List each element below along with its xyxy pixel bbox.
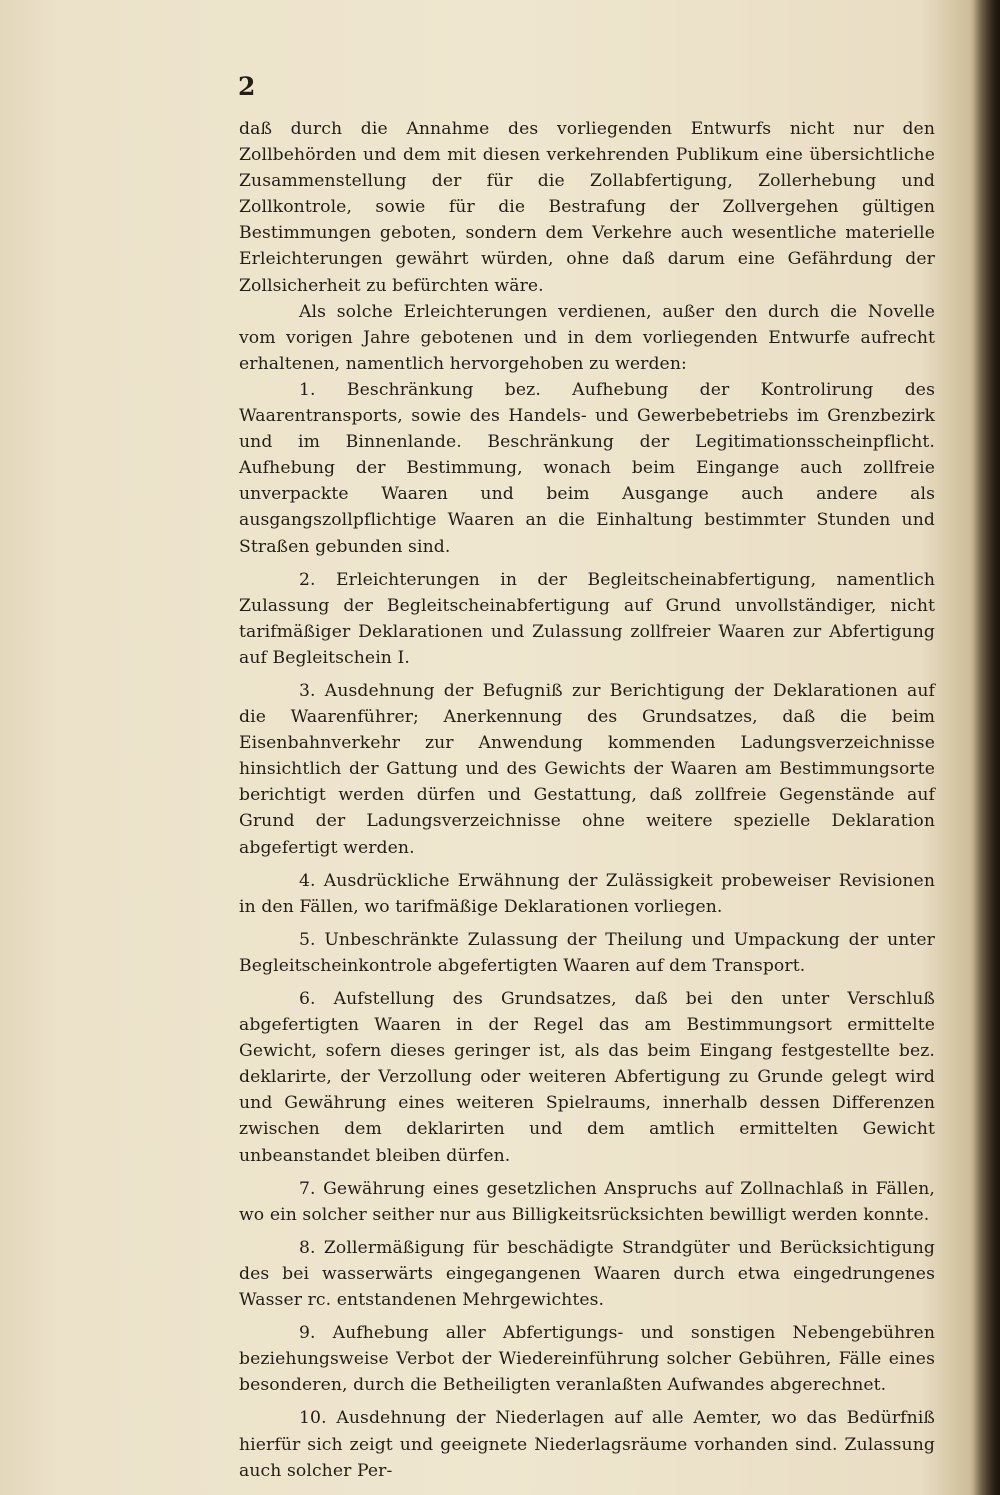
list-item: 6. Aufstellung des Grundsatzes, daß bei den unter Verschluß abgefertigten Waaren in der Regel das am Bestimmungsort ermittelte Gewicht, sofern dieses geringer ist, als das beim Eingang festgestellte bez. deklarirte, der Verzollung oder weiteren Abfertigung zu Grunde gelegt wird und Gewährung eines weiteren Spielraums, innerhalb dessen Differenzen zwischen dem deklarirten und dem amtlich ermittelten Gewicht unbeanstandet bleiben dürfen. — [239, 989, 935, 1166]
list-item: 3. Ausdehnung der Befugniß zur Berichtigung der Deklarationen auf die Waarenführer; Anerkennung des Grundsatzes, daß die beim Eisenbahnverkehr zur Anwendung kommenden Ladungsverzeichnisse hinsichtlich der Gattung und des Gewichts der Waaren am Bestimmungsorte berichtigt werden dürfen und Gestattung, daß zollfreie Gegenstände auf Grund der Ladungsverzeichnisse ohne weitere spezielle Deklaration abgefertigt werden. — [239, 680, 935, 858]
list-item: 1. Beschränkung bez. Aufhebung der Kontrolirung des Waarentransports, sowie des Handels- und Gewerbebetriebs im Grenzbezirk und im Binnenlande. Beschränkung der Legitimationsscheinpflicht. Aufhebung der Bestimmung, wonach beim Eingange auch zollfreie unverpackte Waaren und beim Ausgange auch andere als ausgangszollpflichtige Waaren an die Einhaltung bestimmter Stunden und Straßen gebunden sind. — [239, 379, 935, 557]
binding-edge-shadow — [974, 0, 1000, 1495]
list-item: 9. Aufhebung aller Abfertigungs- und sonstigen Nebengebühren beziehungsweise Verbot der Wiedereinführung solcher Gebühren, Fälle eines besonderen, durch die Betheiligten veranlaßten Aufwandes abgerechnet. — [239, 1323, 935, 1396]
list-item: 5. Unbeschränkte Zulassung der Theilung und Umpackung der unter Begleitscheinkontrole abgefertigten Waaren auf dem Transport. — [239, 929, 935, 976]
body-text — [239, 116, 935, 1484]
intro-paragraph: daß durch die Annahme des vorliegenden Entwurfs nicht nur den Zollbehörden und dem mit diesen verkehrenden Publikum eine übersichtliche Zusammenstellung der für die Zollabfertigung, Zollerhebung und Zollkontrole, sowie für die Bestrafung der Zollvergehen gültigen Bestimmungen geboten, sondern dem Verkehre auch wesentliche materielle Erleichterungen gewährt würden, ohne daß darum eine Gefährdung der Zollsicherheit zu befürchten wäre. — [239, 119, 935, 296]
page-number: 2 — [238, 72, 256, 101]
list-item: 8. Zollermäßigung für beschädigte Strandgüter und Berücksichtigung des bei wasserwärts eingegangenen Waaren durch etwa eingedrungenes Wasser rc. entstandenen Mehrgewichtes. — [239, 1237, 935, 1311]
list-item: 2. Erleichterungen in der Begleitscheinabfertigung, namentlich Zulassung der Begleitscheinabfertigung auf Grund unvollständiger, nicht tarifmäßiger Deklarationen und Zulassung zollfreier Waaren zur Abfertigung auf Begleitschein I. — [239, 569, 935, 668]
list-item: 7. Gewährung eines gesetzlichen Anspruchs auf Zollnachlaß in Fällen, wo ein solcher seither nur aus Billigkeitsrücksichten bewilligt werden konnte. — [239, 1178, 935, 1225]
list-item: 10. Ausdehnung der Niederlagen auf alle Aemter, wo das Bedürfniß hierfür sich zeigt und geeignete Niederlagsräume vorhanden sind. Zulassung auch solcher Per- — [239, 1408, 935, 1481]
lead-paragraph: Als solche Erleichterungen verdienen, außer den durch die Novelle vom vorigen Jahre gebotenen und in dem vorliegenden Entwurfe aufrecht erhaltenen, namentlich hervorgehoben zu werden: — [239, 301, 935, 374]
list-item: 4. Ausdrückliche Erwähnung der Zulässigkeit probeweiser Revisionen in den Fällen, wo tarifmäßige Deklarationen vorliegen. — [239, 870, 935, 917]
